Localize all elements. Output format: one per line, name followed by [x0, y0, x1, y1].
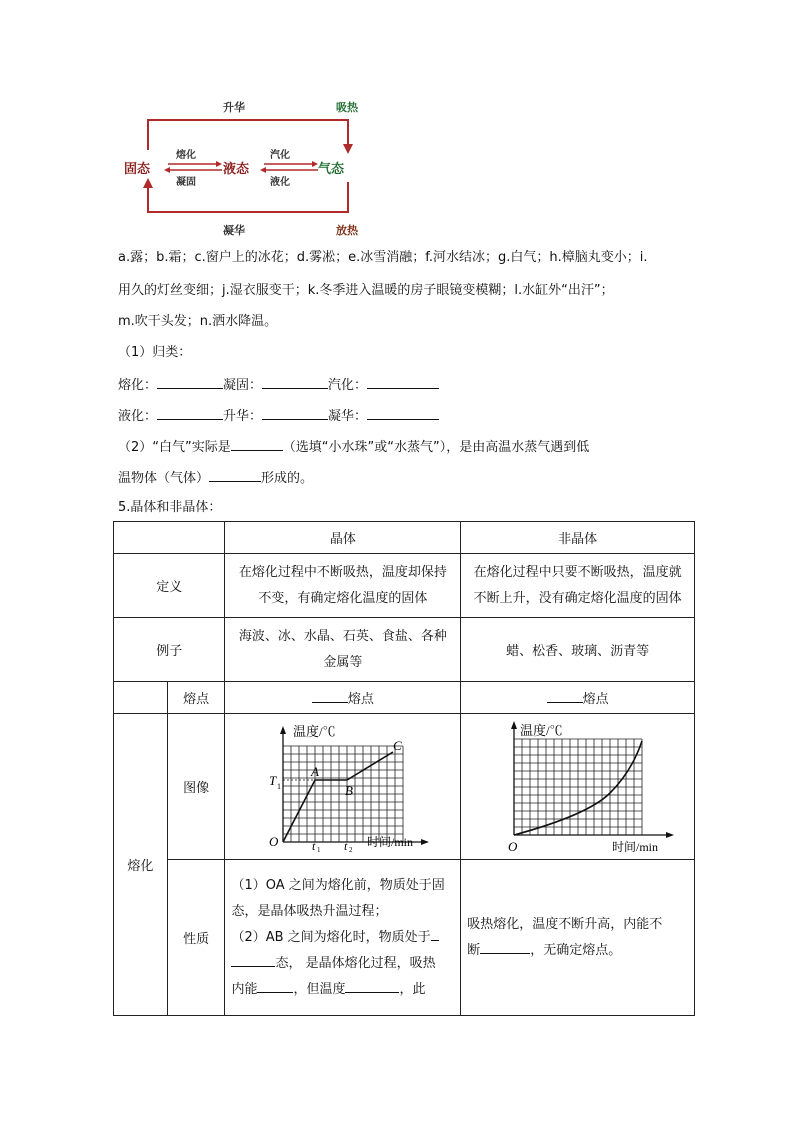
q1-row-1: 熔化： 凝固： 汽化：: [118, 376, 439, 394]
answer-blank-desublimation[interactable]: [367, 407, 439, 420]
q2-line-2: 温物体（气体） 形成的。: [118, 471, 314, 486]
answer-blank-liquefaction[interactable]: [157, 407, 223, 420]
properties-amorphous: 吸热熔化，温度不断升高，内能不 断 ，无确定熔点。: [461, 860, 695, 1016]
amorphous-melting-graph: [478, 719, 678, 855]
melting-point-crystal: 熔点: [225, 682, 461, 714]
svg-text:2: 2: [348, 845, 353, 852]
examples-line-1: a.露；b.霜；c.窗户上的冰花；d.雾凇；e.冰雪消融；f.河水结冰；g.白气；h.樟脑丸变小；i.: [118, 250, 648, 265]
svg-text:O: O: [268, 833, 279, 849]
state-change-diagram: [118, 92, 388, 242]
label-liquid: 液态: [223, 162, 250, 177]
properties-crystal: （1）OA 之间为熔化前，物质处于固 态，是晶体吸热升温过程； （2）AB 之间为熔化时，物质处于 态， 是晶体熔化过程，吸热 内能 ，但温度 ，此: [225, 860, 461, 1016]
svg-text:温度/℃: 温度/℃: [519, 722, 563, 738]
label-liquefaction: 液化: [270, 177, 290, 188]
svg-text:温度/℃: 温度/℃: [292, 723, 336, 739]
label-vaporization: 汽化: [270, 150, 290, 161]
label-solidification: 凝固: [176, 177, 196, 188]
answer-blank-sublimation[interactable]: [262, 407, 328, 420]
label-melting: 熔化: [176, 150, 196, 161]
answer-blank-crystal-melting-point[interactable]: [312, 690, 348, 703]
answer-blank-white-gas[interactable]: [231, 438, 283, 451]
header-empty-cell: [114, 522, 225, 554]
section-5-title: 5.晶体和非晶体：: [118, 500, 222, 515]
answer-blank-state[interactable]: [231, 954, 275, 967]
svg-text:T: T: [268, 772, 277, 788]
answer-blank-solidification[interactable]: [262, 376, 328, 389]
label-release-heat: 放热: [336, 224, 358, 237]
definition-crystal: 在熔化过程中不断吸热，温度却保持 不变，有确定熔化温度的固体: [225, 554, 461, 618]
row-melting-point-label: 熔点: [167, 682, 225, 714]
answer-blank-internal-energy[interactable]: [257, 980, 293, 993]
label-desublimation: 凝华: [223, 224, 245, 237]
svg-text:t: t: [311, 838, 316, 852]
svg-text:时间/min: 时间/min: [611, 839, 658, 854]
examples-line-2: 用久的灯丝变细；j.湿衣服变干；k.冬季进入温暖的房子眼镜变模糊；l.水缸外“出汗”；: [118, 283, 614, 298]
sublimation-arrow: [148, 120, 348, 150]
answer-blank-melting[interactable]: [157, 376, 223, 389]
amorphous-graph-cell: [461, 714, 695, 860]
row-example-label: 例子: [114, 618, 225, 682]
label-absorb-heat: 吸热: [336, 101, 358, 114]
svg-text:O: O: [507, 838, 517, 854]
definition-amorphous: 在熔化过程中只要不断吸热，温度就 不断上升，没有确定熔化温度的固体: [461, 554, 695, 618]
answer-blank-temperature[interactable]: [345, 980, 399, 993]
svg-text:1: 1: [316, 845, 321, 852]
svg-text:A: A: [310, 763, 319, 779]
answer-blank-amorphous-energy[interactable]: [480, 941, 530, 954]
label-solid: 固态: [124, 162, 151, 177]
q2-line-1: （2）“白气”实际是 （选填“小水珠”或“水蒸气”），是由高温水蒸气遇到低: [118, 440, 590, 455]
header-amorphous: 非晶体: [461, 522, 695, 554]
label-sublimation: 升华: [223, 101, 245, 114]
answer-blank-process[interactable]: [209, 469, 261, 482]
svg-text:1: 1: [276, 781, 281, 791]
melting-group-label: 熔化: [114, 714, 168, 1016]
row-definition-label: 定义: [114, 554, 225, 618]
answer-blank-vaporization[interactable]: [367, 376, 439, 389]
example-amorphous: 蜡、松香、玻璃、沥青等: [461, 618, 695, 682]
svg-text:C: C: [392, 737, 402, 753]
examples-line-3: m.吹干头发；n.洒水降温。: [118, 314, 278, 329]
example-crystal: 海波、冰、水晶、石英、食盐、各种 金属等: [225, 618, 461, 682]
crystal-graph-cell: [225, 714, 461, 860]
q1-title: （1）归类：: [118, 345, 192, 360]
row-graph-label: 图像: [167, 714, 225, 860]
row-properties-label: 性质: [167, 860, 225, 1016]
crystal-curve: [283, 752, 393, 842]
svg-text:t: t: [343, 838, 348, 852]
crystal-comparison-table: [113, 521, 695, 1016]
answer-blank-amorphous-melting-point[interactable]: [547, 690, 583, 703]
q1-row-2: 液化： 升华： 凝华：: [118, 407, 439, 425]
melting-point-amorphous: 熔点: [461, 682, 695, 714]
header-crystal: 晶体: [225, 522, 461, 554]
svg-text:时间/min: 时间/min: [366, 834, 413, 849]
crystal-melting-graph: [243, 722, 443, 852]
melting-point-empty-cell: [114, 682, 168, 714]
label-gas: 气态: [318, 162, 345, 177]
svg-text:B: B: [344, 782, 353, 798]
